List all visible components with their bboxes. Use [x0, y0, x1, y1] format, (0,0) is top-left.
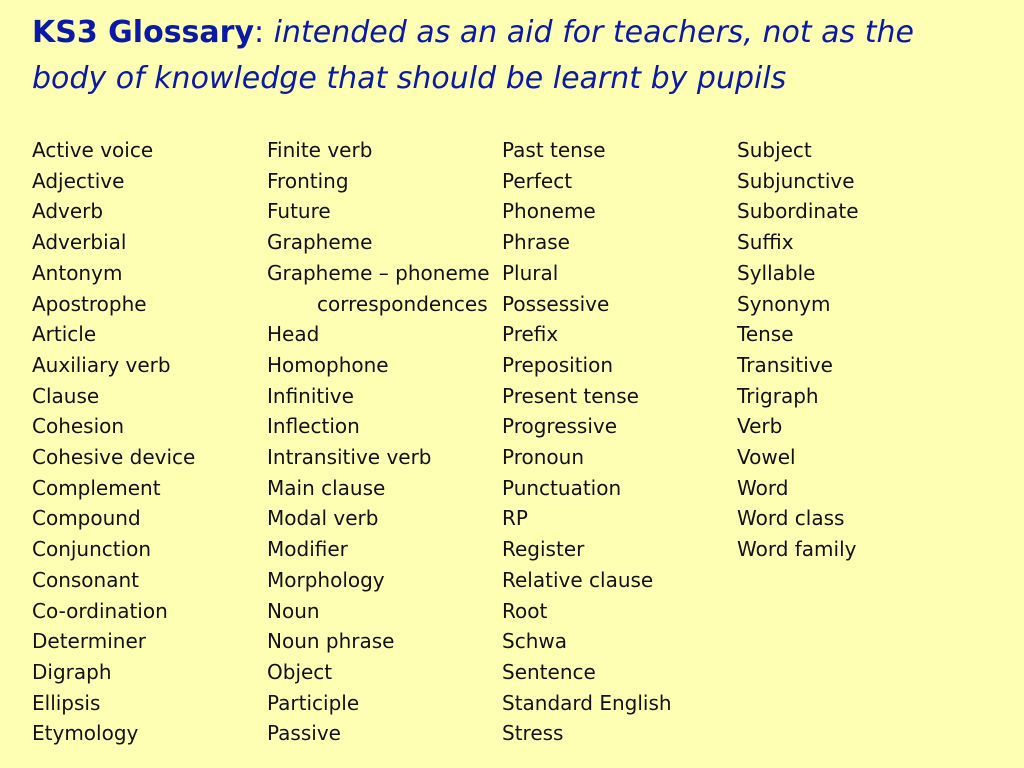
glossary-term: Digraph: [32, 659, 112, 684]
glossary-term: Adverbial: [32, 230, 127, 255]
glossary-term-continuation: correspondences: [317, 291, 488, 316]
glossary-term: Trigraph: [737, 383, 819, 408]
glossary-term: Standard English: [502, 690, 672, 715]
glossary-term: Modifier: [267, 537, 348, 562]
glossary-term: Head: [267, 322, 320, 347]
title-subtitle: intended as an aid for teachers, not as the body of knowledge that should be learnt by pupils: [32, 15, 914, 96]
glossary-term: Possessive: [502, 291, 610, 316]
glossary-term: Grapheme: [267, 230, 373, 255]
glossary-term: Present tense: [502, 383, 639, 408]
glossary-term: Subordinate: [737, 199, 859, 224]
glossary-term: Register: [502, 537, 585, 562]
glossary-term: Stress: [502, 721, 564, 746]
glossary-term: Consonant: [32, 567, 139, 592]
glossary-term: Tense: [737, 322, 794, 347]
glossary-term: Cohesion: [32, 414, 125, 439]
glossary-term: Phrase: [502, 230, 570, 255]
glossary-columns: [32, 135, 1012, 755]
glossary-term: Auxiliary verb: [32, 352, 171, 377]
glossary-column-2: [267, 135, 502, 749]
glossary-term: Word: [737, 475, 789, 500]
glossary-term: Clause: [32, 383, 100, 408]
glossary-term: Homophone: [267, 352, 389, 377]
glossary-term: Ellipsis: [32, 690, 101, 715]
glossary-term: Schwa: [502, 629, 567, 654]
glossary-column-3: [502, 135, 737, 749]
glossary-term: Compound: [32, 506, 141, 531]
glossary-term: Transitive: [737, 352, 833, 377]
glossary-term: Inflection: [267, 414, 360, 439]
glossary-term: Antonym: [32, 260, 123, 285]
glossary-term: Apostrophe: [32, 291, 147, 316]
glossary-term: Prefix: [502, 322, 559, 347]
glossary-term: Pronoun: [502, 445, 584, 470]
glossary-term: Subject: [737, 138, 812, 162]
glossary-term: Conjunction: [32, 537, 152, 562]
glossary-term: Determiner: [32, 629, 146, 654]
glossary-term: Fronting: [267, 168, 349, 193]
page-title: [32, 10, 992, 102]
glossary-term: Complement: [32, 475, 161, 500]
glossary-term: Main clause: [267, 475, 386, 500]
title-colon: :: [254, 15, 265, 50]
glossary-term: Verb: [737, 414, 783, 439]
glossary-term: Adjective: [32, 168, 125, 193]
glossary-term: Etymology: [32, 721, 139, 746]
glossary-term: Perfect: [502, 168, 573, 193]
glossary-term: Suffix: [737, 230, 794, 255]
glossary-term: Noun: [267, 598, 320, 623]
glossary-term: Subjunctive: [737, 168, 855, 193]
glossary-term: Infinitive: [267, 383, 354, 408]
glossary-term: Intransitive verb: [267, 445, 432, 470]
glossary-term: Grapheme – phoneme: [267, 260, 490, 285]
glossary-term: Synonym: [737, 291, 831, 316]
glossary-term: Word class: [737, 506, 845, 531]
glossary-term: Punctuation: [502, 475, 622, 500]
glossary-term: Future: [267, 199, 331, 224]
glossary-term: Object: [267, 659, 333, 684]
glossary-term: Cohesive device: [32, 445, 196, 470]
title-bold: KS3 Glossary: [32, 15, 254, 50]
glossary-term: RP: [502, 506, 528, 531]
glossary-term: Article: [32, 322, 97, 347]
glossary-term: Morphology: [267, 567, 385, 592]
glossary-term: Word family: [737, 537, 857, 562]
glossary-term: Sentence: [502, 659, 596, 684]
glossary-term: Phoneme: [502, 199, 596, 224]
glossary-term: Modal verb: [267, 506, 379, 531]
glossary-term: Relative clause: [502, 567, 654, 592]
glossary-column-4: [737, 135, 972, 565]
glossary-column-1: [32, 135, 267, 749]
glossary-term: Passive: [267, 721, 341, 746]
glossary-term: Past tense: [502, 138, 606, 162]
glossary-term: Noun phrase: [267, 629, 395, 654]
glossary-term: Adverb: [32, 199, 104, 224]
glossary-term: Syllable: [737, 260, 816, 285]
glossary-term: Root: [502, 598, 548, 623]
glossary-term: Co-ordination: [32, 598, 168, 623]
glossary-term: Plural: [502, 260, 559, 285]
glossary-term: Vowel: [737, 445, 796, 470]
glossary-term: Progressive: [502, 414, 618, 439]
glossary-term: Active voice: [32, 138, 154, 162]
glossary-term: Preposition: [502, 352, 614, 377]
glossary-term: Participle: [267, 690, 360, 715]
glossary-term: Finite verb: [267, 138, 373, 162]
